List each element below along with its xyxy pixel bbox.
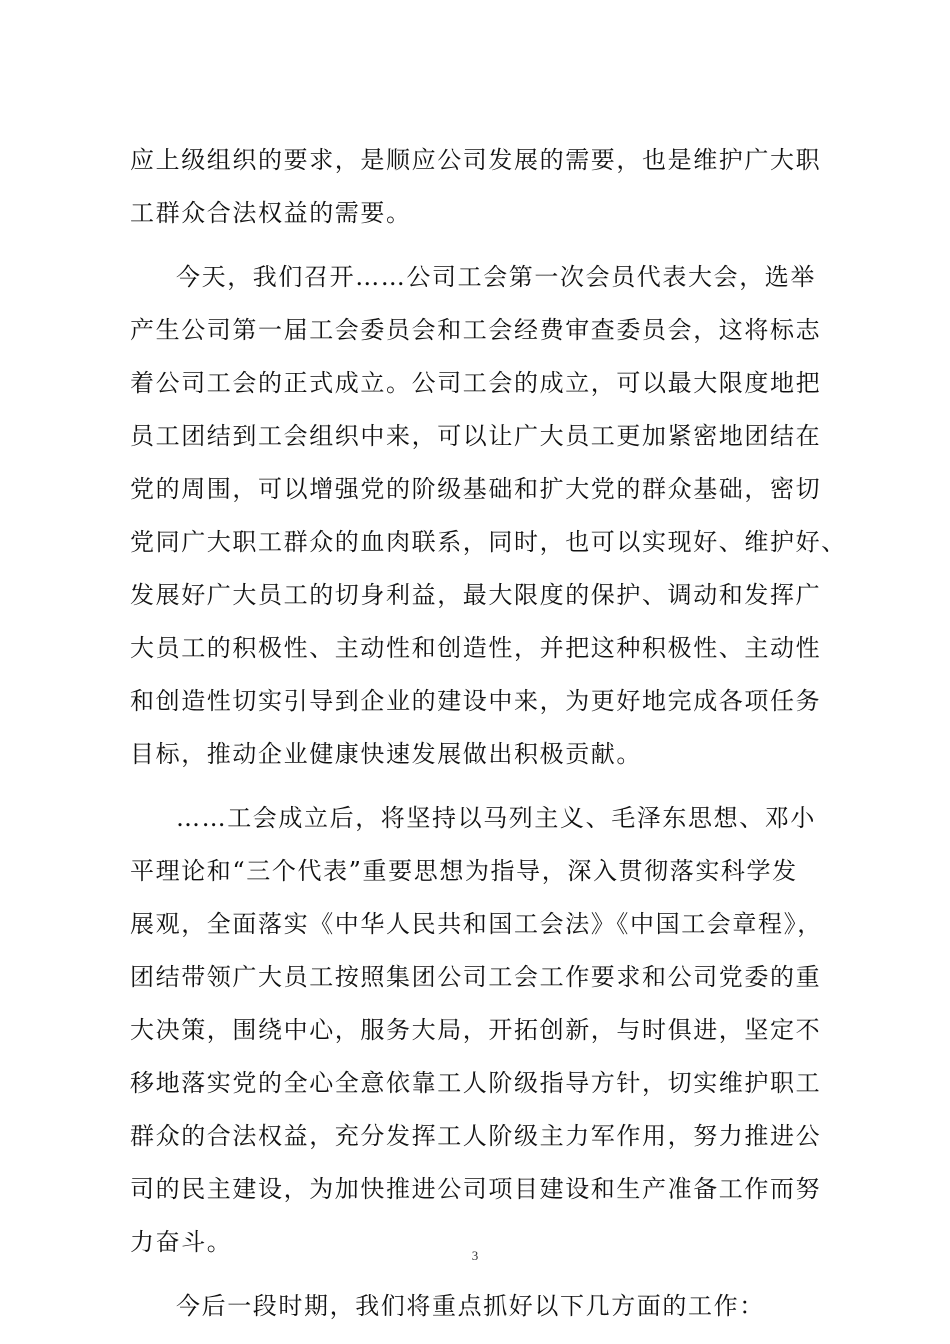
text-line: 发展好广大员工的切身利益，最大限度的保护、调动和发挥广 <box>130 581 822 609</box>
text-line: 应上级组织的要求，是顺应公司发展的需要，也是维护广大职 <box>130 146 822 174</box>
text-line: 着公司工会的正式成立。公司工会的成立，可以最大限度地把 <box>130 369 822 397</box>
text-line: 司的民主建设，为加快推进公司项目建设和生产准备工作而努 <box>130 1175 822 1203</box>
text-line: 目标，推动企业健康快速发展做出积极贡献。 <box>130 740 642 768</box>
paragraph-1 <box>130 134 830 240</box>
paragraph-2 <box>130 251 847 781</box>
body-text <box>130 134 847 1333</box>
text-line: 党同广大职工群众的血肉联系，同时，也可以实现好、维护好、 <box>130 528 847 556</box>
text-line: 平理论和“三个代表”重要思想为指导，深入贯彻落实科学发 <box>130 857 798 885</box>
text-line: 和创造性切实引导到企业的建设中来，为更好地完成各项任务 <box>130 687 822 715</box>
text-line: 今后一段时期，我们将重点抓好以下几方面的工作： <box>176 1292 765 1320</box>
text-line: 大决策，围绕中心，服务大局，开拓创新，与时俱进，坚定不 <box>130 1016 822 1044</box>
text-line: 群众的合法权益，充分发挥工人阶级主力军作用，努力推进公 <box>130 1122 822 1150</box>
text-line: 员工团结到工会组织中来，可以让广大员工更加紧密地团结在 <box>130 422 822 450</box>
page-number: 3 <box>471 1248 479 1263</box>
paragraph-3 <box>130 792 830 1269</box>
text-line: 展观，全面落实《中华人民共和国工会法》《中国工会章程》， <box>130 910 823 938</box>
text-line: 产生公司第一届工会委员会和工会经费审查委员会，这将标志 <box>130 316 822 344</box>
text-line: 力奋斗。 <box>130 1228 233 1256</box>
paragraph-4 <box>130 1280 830 1333</box>
text-line: 大员工的积极性、主动性和创造性，并把这种积极性、主动性 <box>130 634 822 662</box>
text-line: 党的周围，可以增强党的阶级基础和扩大党的群众基础，密切 <box>130 475 822 503</box>
text-line: 移地落实党的全心全意依靠工人阶级指导方针，切实维护职工 <box>130 1069 822 1097</box>
text-line: ……工会成立后，将坚持以马列主义、毛泽东思想、邓小 <box>176 804 816 832</box>
text-line: 工群众合法权益的需要。 <box>130 199 412 227</box>
text-line: 团结带领广大员工按照集团公司工会工作要求和公司党委的重 <box>130 963 822 991</box>
text-line: 今天，我们召开……公司工会第一次会员代表大会，选举 <box>176 263 816 291</box>
